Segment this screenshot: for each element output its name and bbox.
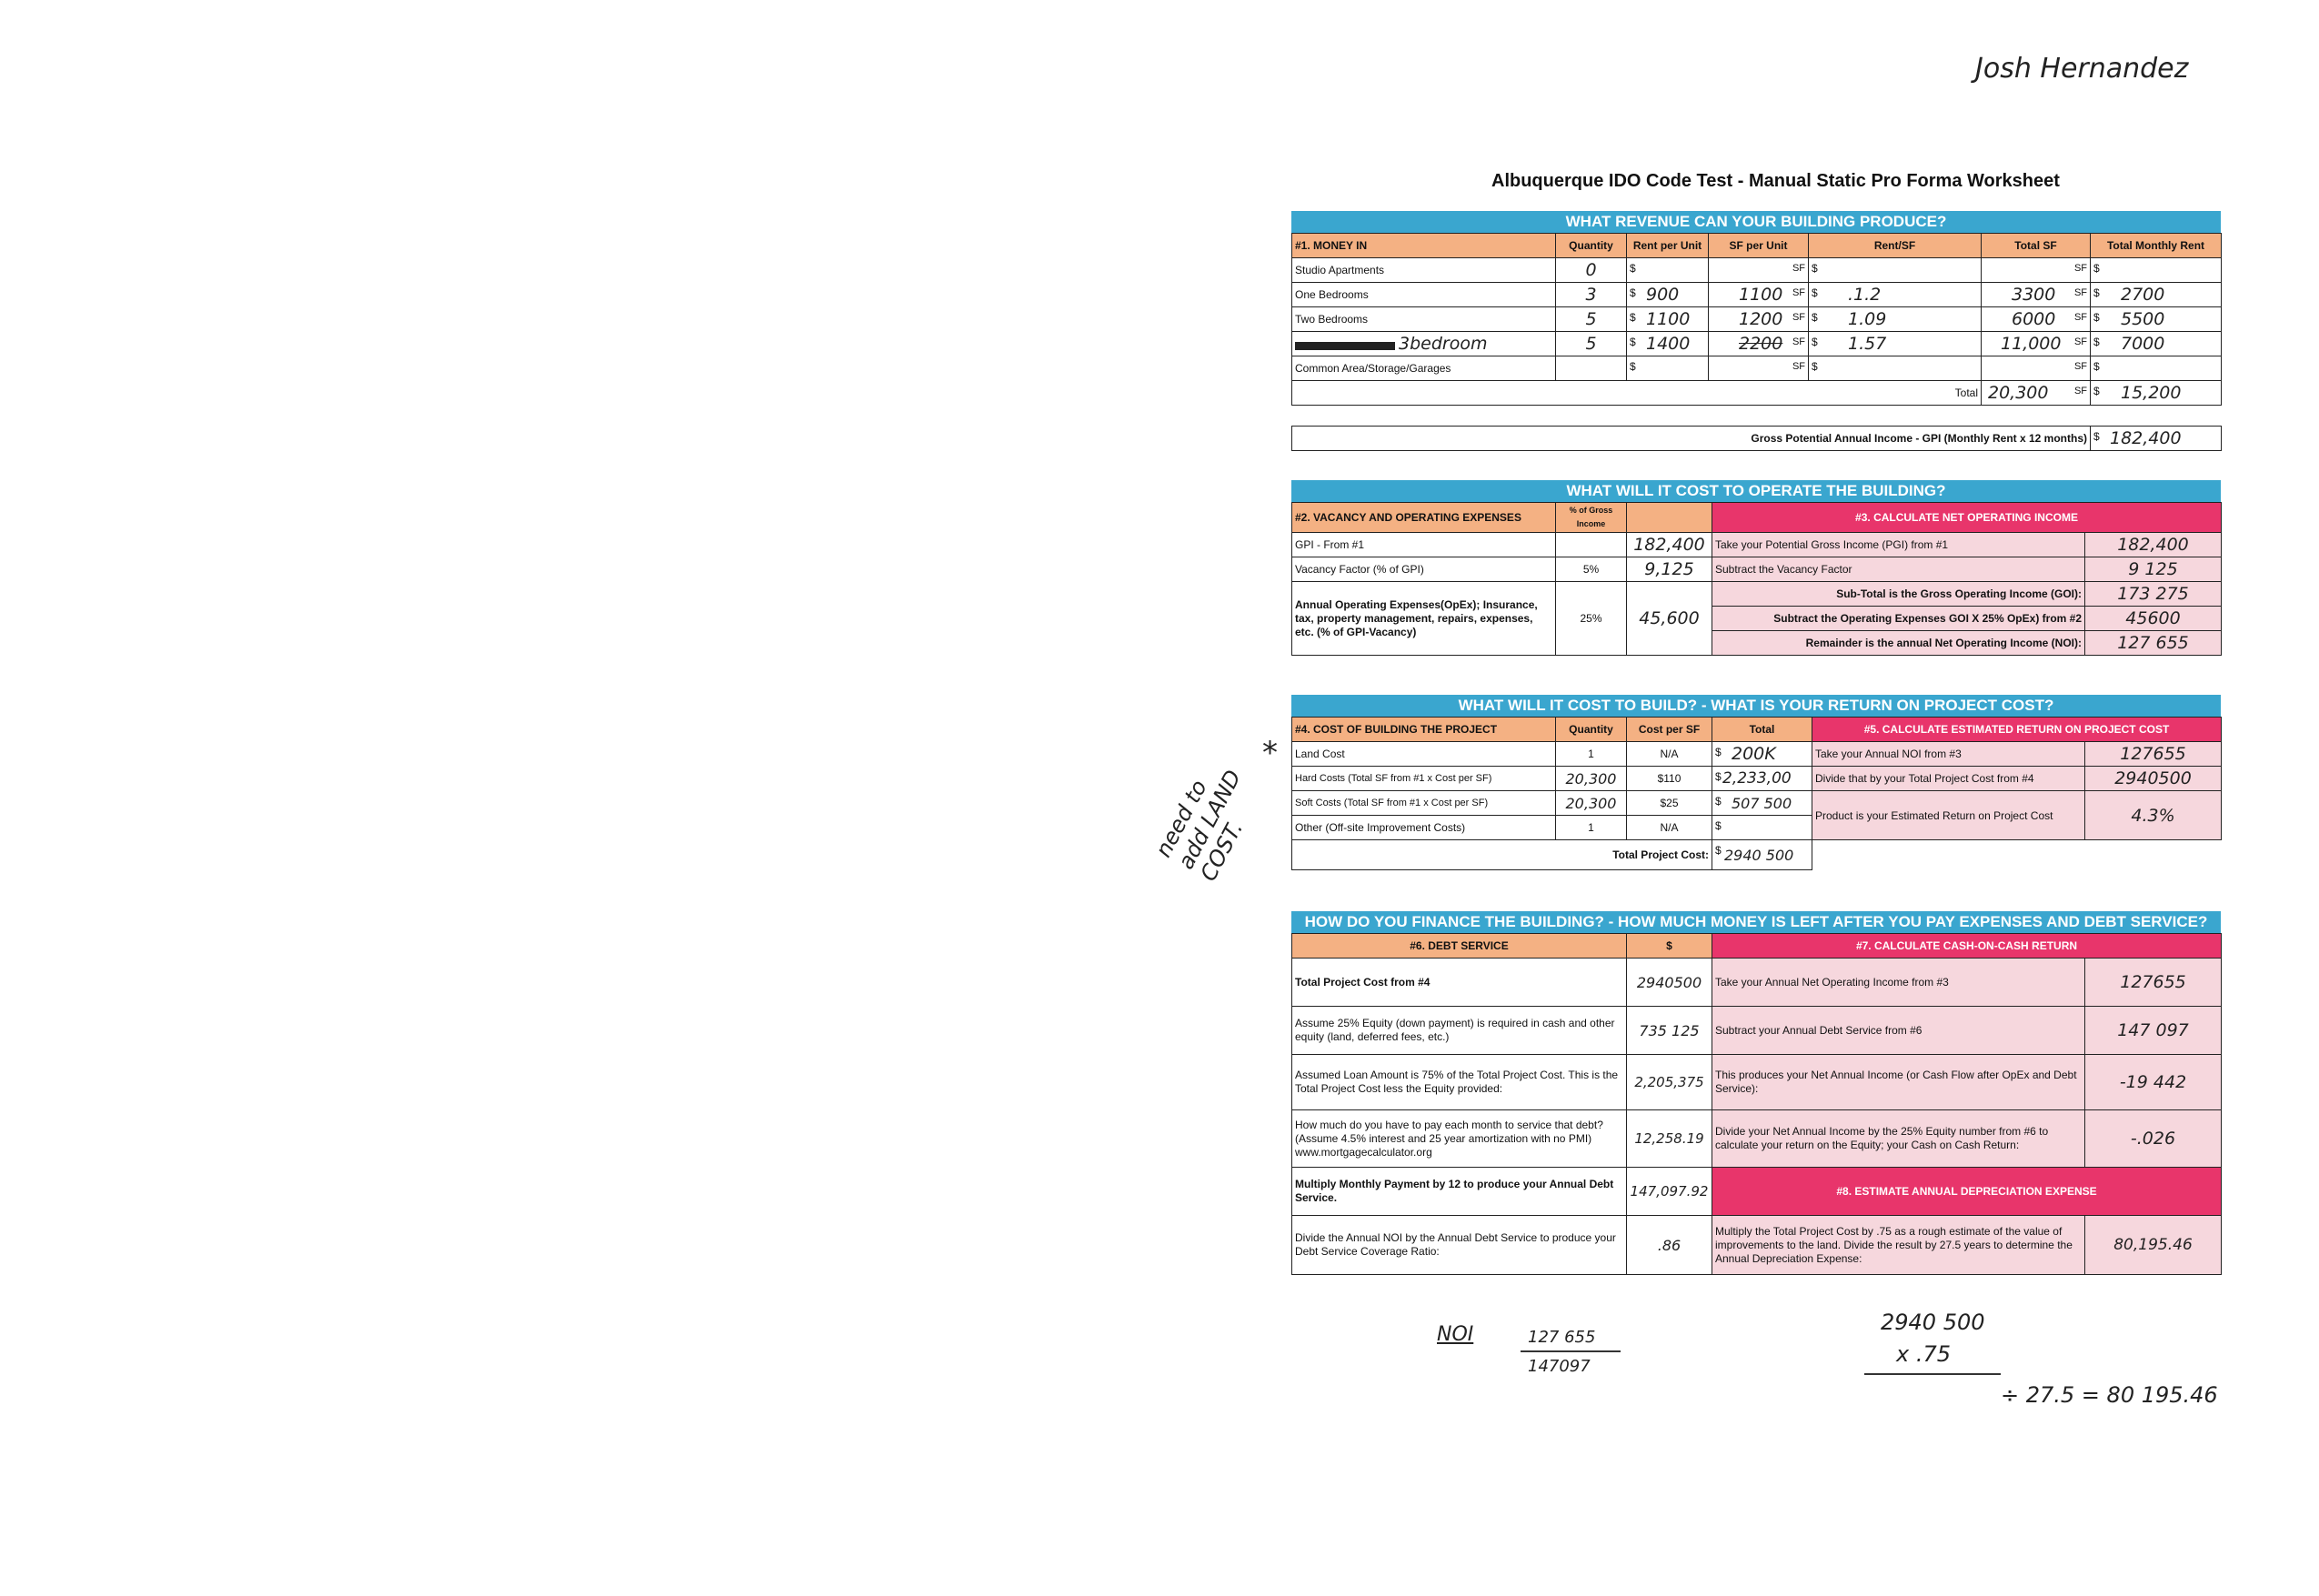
rev-row-sf: 2200 [1739,334,1783,354]
sf-unit: SF [1792,263,1805,274]
rev-header-total-monthly-rent: Total Monthly Rent [2091,234,2222,258]
return-r3-label: Product is your Estimated Return on Project Cost [1812,791,2085,840]
rev-row-qty: 5 [1556,332,1627,356]
coc-r4-value: -.026 [2085,1110,2222,1168]
sf-unit: SF [1792,336,1805,347]
build-row-qty: 1 [1556,816,1627,840]
coc-r2-label: Subtract your Annual Debt Service from #6 [1712,1007,2085,1055]
revenue-band: WHAT REVENUE CAN YOUR BUILDING PRODUCE? [1291,211,2221,233]
coc-r2-value: 147 097 [2085,1007,2222,1055]
rev-row-qty: 0 [1556,258,1627,283]
currency-sign: $ [2093,360,2100,373]
table-row [1292,258,2222,283]
rev-header-total-sf: Total SF [1982,234,2091,258]
sf-unit: SF [2073,386,2087,396]
currency-sign: $ [2093,430,2100,443]
sf-unit: SF [1792,287,1805,298]
currency-sign: $ [1715,844,1722,857]
opex-pct: 25% [1556,582,1627,656]
noi-r1-value: 182,400 [2085,533,2222,557]
build-row-cost: $25 [1627,791,1712,816]
rev-row-total-sf: 11,000 [2001,334,2062,354]
depreciation-label: Multiply the Total Project Cost by .75 as a rough estimate of the value of improvements to the land. Divide the result by 27.5 years to determine the Annual Depreciation Expense: [1712,1216,2085,1275]
signature: Josh Hernandez [1975,53,2189,85]
noi-header: #3. CALCULATE NET OPERATING INCOME [1712,503,2222,533]
rev-row-rent-sf: 1.57 [1848,334,1887,354]
build-band: WHAT WILL IT COST TO BUILD? - WHAT IS YOUR RETURN ON PROJECT COST? [1291,695,2221,717]
coc-r3-value: -19 442 [2085,1055,2222,1110]
rev-header-money-in: #1. MONEY IN [1292,234,1556,258]
debt-r4-label: How much do you have to pay each month to service that debt? (Assume 4.5% interest and 25 year amortization with no PMI) www.mortgagecalculator.org [1292,1110,1627,1168]
build-col-qty: Quantity [1556,718,1627,742]
crossed-out-label [1295,342,1395,350]
gpi-from-label: GPI - From #1 [1292,533,1556,557]
build-row-cost: N/A [1627,816,1712,840]
debt-r1-label: Total Project Cost from #4 [1292,959,1627,1007]
sf-unit: SF [1792,312,1805,323]
project-cost-label: Total Project Cost: [1292,840,1712,870]
revenue-table [1291,233,2222,406]
currency-sign: $ [1630,311,1636,324]
debt-service-header: #6. DEBT SERVICE [1292,934,1627,959]
currency-sign: $ [2093,311,2100,324]
gpi-label: Gross Potential Annual Income - GPI (Monthly Rent x 12 months) [1292,427,2091,451]
rev-row-rent: 1100 [1646,309,1691,329]
currency-sign: $ [2093,286,2100,299]
table-row [1292,283,2222,307]
currency-sign: $ [1630,262,1636,275]
rev-row-qty [1556,356,1627,381]
rev-total-label: Total [1292,381,1982,406]
table-row [1292,332,2222,356]
debt-r1-value: 2940500 [1627,959,1712,1007]
build-row-label: Other (Off-site Improvement Costs) [1292,816,1556,840]
table-row [1292,767,2222,791]
rev-row-label: 3bedroom [1399,334,1488,354]
rev-row-qty: 3 [1556,283,1627,307]
return-r3-value: 4.3% [2085,791,2222,840]
debt-r6-value: .86 [1627,1216,1712,1275]
build-row-cost: $110 [1627,767,1712,791]
currency-sign: $ [1630,286,1636,299]
operate-table [1291,502,2222,656]
table-row [1292,791,2222,816]
build-header: #4. COST OF BUILDING THE PROJECT [1292,718,1556,742]
rev-header-rent-sf: Rent/SF [1809,234,1982,258]
rev-total-sf: 20,300 [1988,383,2049,403]
project-cost-value: 2940 500 [1724,846,1794,864]
debt-r2-label: Assume 25% Equity (down payment) is required in cash and other equity (land, deferred fees, etc.) [1292,1007,1627,1055]
vacancy-pct: 5% [1556,557,1627,582]
debt-r5-value: 147,097.92 [1627,1168,1712,1216]
rev-row-monthly: 2700 [2121,285,2165,305]
currency-sign: $ [2093,385,2100,397]
gpi-from-value: 182,400 [1627,533,1712,557]
currency-sign: $ [1812,311,1818,324]
asterisk-mark: * [1262,735,1278,771]
rev-row-rent-sf: 1.09 [1848,309,1887,329]
rev-total-monthly: 15,200 [2121,383,2182,403]
return-r2-label: Divide that by your Total Project Cost from #4 [1812,767,2085,791]
calc-underline [1864,1373,2001,1375]
return-r1-value: 127655 [2085,742,2222,767]
opex-label: Annual Operating Expenses(OpEx); Insurance, tax, property management, repairs, expenses, etc. (% of GPI-Vacancy) [1292,582,1556,656]
currency-sign: $ [1812,360,1818,373]
build-row-cost: N/A [1627,742,1712,767]
rev-row-label: One Bedrooms [1292,283,1556,307]
operate-band: WHAT WILL IT COST TO OPERATE THE BUILDING? [1291,480,2221,502]
noi-r1-label: Take your Potential Gross Income (PGI) from #1 [1712,533,2085,557]
currency-sign: $ [1812,262,1818,275]
opex-value: 45,600 [1627,582,1712,656]
build-col-total: Total [1712,718,1812,742]
vacancy-header: #2. VACANCY AND OPERATING EXPENSES [1292,503,1556,533]
debt-r4-value: 12,258.19 [1627,1110,1712,1168]
sf-unit: SF [2073,336,2087,347]
noi-denominator: 147097 [1528,1357,1591,1376]
debt-r3-label: Assumed Loan Amount is 75% of the Total Project Cost. This is the Total Project Cost less the Equity provided: [1292,1055,1627,1110]
table-row [1292,356,2222,381]
pct-gross-header: % of Gross Income [1556,503,1627,533]
build-col-cost: Cost per SF [1627,718,1712,742]
build-row-qty: 1 [1556,742,1627,767]
debt-r2-value: 735 125 [1627,1007,1712,1055]
gpi-table [1291,426,2222,451]
table-row [1292,307,2222,332]
rev-row-qty: 5 [1556,307,1627,332]
noi-r5-label: Remainder is the annual Net Operating Income (NOI): [1712,631,2085,656]
cash-on-cash-header: #7. CALCULATE CASH-ON-CASH RETURN [1712,934,2222,959]
noi-r4-value: 45600 [2085,607,2222,631]
build-row-total: 507 500 [1732,794,1792,812]
sf-unit: SF [1792,361,1805,372]
noi-numerator: 127 655 [1528,1328,1596,1347]
fraction-line [1521,1350,1621,1352]
rev-row-monthly: 7000 [2121,334,2165,354]
rev-row-rent-sf: .1.2 [1848,285,1882,305]
rev-row-label: Common Area/Storage/Garages [1292,356,1556,381]
calc-line-2: x .75 [1896,1341,1951,1367]
depreciation-value: 80,195.46 [2085,1216,2222,1275]
rev-row-sf: 1100 [1739,285,1783,305]
coc-r3-label: This produces your Net Annual Income (or Cash Flow after OpEx and Debt Service): [1712,1055,2085,1110]
currency-sign: $ [1715,819,1722,832]
noi-r3-value: 173 275 [2085,582,2222,607]
rev-row-rent: 1400 [1646,334,1691,354]
currency-sign: $ [1812,286,1818,299]
coc-r4-label: Divide your Net Annual Income by the 25% Equity number from #6 to calculate your return on the Equity; your Cash on Cash Return: [1712,1110,2085,1168]
rev-row-sf: 1200 [1739,309,1783,329]
currency-sign: $ [1715,795,1722,808]
noi-label: NOI [1437,1323,1474,1346]
sf-unit: SF [2073,287,2087,298]
return-r2-value: 2940500 [2085,767,2222,791]
rev-row-label: Studio Apartments [1292,258,1556,283]
currency-sign: $ [1630,360,1636,373]
sf-unit: SF [2073,263,2087,274]
noi-r2-label: Subtract the Vacancy Factor [1712,557,2085,582]
debt-r6-label: Divide the Annual NOI by the Annual Debt Service to produce your Debt Service Coverage Ratio: [1292,1216,1627,1275]
coc-r1-label: Take your Annual Net Operating Income from #3 [1712,959,2085,1007]
page-title: Albuquerque IDO Code Test - Manual Static Pro Forma Worksheet [1491,171,2060,191]
build-row-qty: 20,300 [1556,767,1627,791]
currency-sign: $ [2093,262,2100,275]
rev-header-quantity: Quantity [1556,234,1627,258]
calc-line-1: 2940 500 [1881,1310,1985,1335]
debt-r3-value: 2,205,375 [1627,1055,1712,1110]
debt-dollar-header: $ [1627,934,1712,959]
gpi-value: 182,400 [2110,428,2182,448]
build-row-label: Land Cost [1292,742,1556,767]
build-row-total: 2,233,00 [1722,769,1792,788]
vacancy-value: 9,125 [1627,557,1712,582]
vacancy-label: Vacancy Factor (% of GPI) [1292,557,1556,582]
currency-sign: $ [2093,336,2100,348]
table-row [1292,742,2222,767]
rev-row-total-sf: 3300 [2012,285,2056,305]
return-header: #5. CALCULATE ESTIMATED RETURN ON PROJECT COST [1812,718,2222,742]
return-r1-label: Take your Annual NOI from #3 [1812,742,2085,767]
depreciation-header: #8. ESTIMATE ANNUAL DEPRECIATION EXPENSE [1712,1168,2222,1216]
sf-unit: SF [2073,312,2087,323]
rev-row-monthly: 5500 [2121,309,2165,329]
currency-sign: $ [1715,770,1722,783]
noi-r4-label: Subtract the Operating Expenses GOI X 25% OpEx) from #2 [1712,607,2085,631]
currency-sign: $ [1812,336,1818,348]
currency-sign: $ [1715,746,1722,758]
build-row-total: 200K [1732,744,1776,764]
noi-r5-value: 127 655 [2085,631,2222,656]
noi-r2-value: 9 125 [2085,557,2222,582]
rev-row-total-sf: 6000 [2012,309,2056,329]
noi-r3-label: Sub-Total is the Gross Operating Income (GOI): [1712,582,2085,607]
build-row-label: Soft Costs (Total SF from #1 x Cost per SF) [1292,791,1556,816]
build-table [1291,717,2222,870]
calc-line-3: ÷ 27.5 = 80 195.46 [2001,1382,2218,1408]
coc-r1-value: 127655 [2085,959,2222,1007]
margin-note: need to add LAND COST. [1150,766,1249,886]
rev-row-label: Two Bedrooms [1292,307,1556,332]
debt-r5-label: Multiply Monthly Payment by 12 to produce your Annual Debt Service. [1292,1168,1627,1216]
finance-table [1291,933,2222,1275]
build-row-label: Hard Costs (Total SF from #1 x Cost per SF) [1292,767,1556,791]
build-row-qty: 20,300 [1556,791,1627,816]
sf-unit: SF [2073,361,2087,372]
currency-sign: $ [1630,336,1636,348]
rev-header-sf-per-unit: SF per Unit [1709,234,1809,258]
finance-band: HOW DO YOU FINANCE THE BUILDING? - HOW MUCH MONEY IS LEFT AFTER YOU PAY EXPENSES AND DEBT SERVICE? [1291,911,2221,933]
rev-row-rent: 900 [1646,285,1680,305]
rev-header-rent-per-unit: Rent per Unit [1627,234,1709,258]
